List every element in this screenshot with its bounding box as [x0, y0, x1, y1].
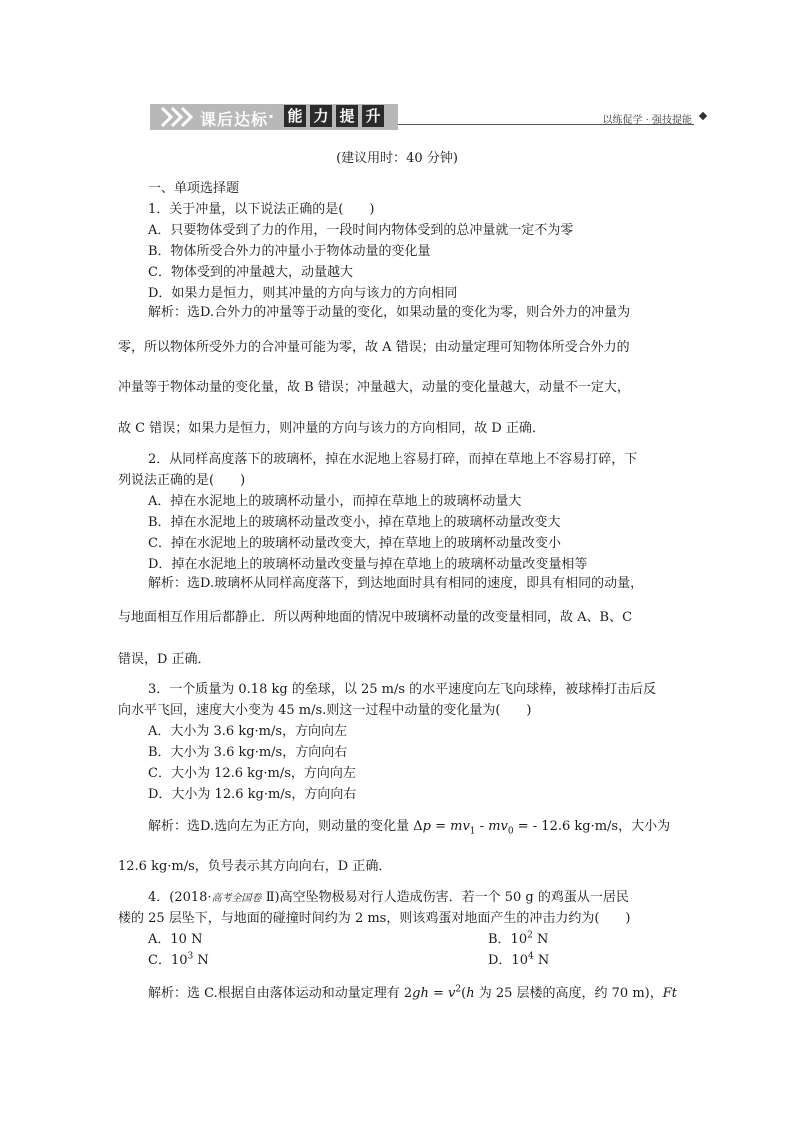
q3-sub-0: 0: [507, 826, 514, 837]
section-header: [150, 104, 710, 130]
header-right-text: 以练促学 · 强技提能: [602, 115, 692, 126]
q4-var-gh: gh: [412, 986, 429, 1001]
q4-option-c-exp: 3: [187, 951, 194, 962]
q3-var-mv1: mv: [450, 819, 470, 834]
q4-stem-text-a: 4．(2018·: [148, 890, 212, 905]
q2-analysis-line-3: 错误，D 正确．: [118, 652, 211, 667]
q1-analysis-line-3: 冲量等于物体动量的变化量，故 B 错误；冲量越大，动量的变化量越大，动量不一定大，: [118, 380, 630, 395]
q3-option-b: B．大小为 3.6 kg·m/s，方向向右: [148, 745, 348, 760]
q3-analysis-text-a: 解析：选D.选向左为正方向，则动量的变化量 Δ: [148, 819, 423, 834]
q3-var-mv0: mv: [488, 819, 508, 834]
q4-paren: (: [461, 986, 467, 1001]
header-title: 课后达标: [200, 110, 269, 129]
q4-stem-text-b: Ⅱ)高空坠物极易对行人造成伤害．若一个 50 g 的鸡蛋从一居民: [261, 890, 629, 905]
q2-analysis-line-1: 解析：选D.玻璃杯从同样高度落下，到达地面时具有相同的速度，即具有相同的动量，: [148, 576, 644, 591]
q4-v-exp: 2: [455, 984, 462, 995]
header-box-1: 能: [284, 105, 306, 127]
q1-analysis-line-2: 零，所以物体所受外力的合冲量可能为零，故 A 错误；由动量定理可知物体所受合外力的: [118, 340, 630, 355]
header-box-4: 升: [362, 105, 384, 127]
q2-analysis-line-2: 与地面相互作用后都静止．所以两种地面的情况中玻璃杯动量的改变量相同，故 A、B、C: [118, 610, 633, 625]
suggested-time: (建议用时：40 分钟): [336, 151, 458, 166]
diamond-icon: [699, 112, 707, 120]
q4-option-d-exp: 4: [527, 951, 534, 962]
q4-option-b: [488, 931, 548, 949]
q3-analysis-line-1: [148, 818, 670, 836]
q2-option-b: B．掉在水泥地上的玻璃杯动量改变小，掉在草地上的玻璃杯动量改变大: [148, 515, 561, 530]
q4-var-v: v: [448, 986, 456, 1001]
q2-stem-line-1: 2．从同样高度落下的玻璃杯，掉在水泥地上容易打碎，而掉在草地上不容易打碎，下: [148, 452, 638, 467]
q4-option-b-base: B．10: [488, 932, 528, 947]
q4-option-c-unit: N: [193, 953, 209, 968]
q4-stem-line-2: 楼的 25 层坠下，与地面的碰撞时间约为 2 ms，则该鸡蛋对地面产生的冲击力约为( ): [118, 911, 631, 926]
q4-option-d-unit: N: [533, 953, 550, 968]
q2-option-a: A．掉在水泥地上的玻璃杯动量小，而掉在草地上的玻璃杯动量大: [148, 494, 522, 509]
q4-option-b-exp: 2: [527, 930, 533, 941]
q1-option-c: C．物体受到的冲量越大，动量越大: [148, 265, 353, 280]
q3-analysis-line-2: 12.6 kg·m/s，负号表示其方向向右，D 正确．: [118, 859, 392, 874]
q1-option-a: A．只要物体受到了力的作用，一段时间内物体受到的总冲量就一定不为零: [148, 223, 574, 238]
q4-eq-sign: =: [428, 986, 449, 1001]
q3-option-a: A．大小为 3.6 kg·m/s，方向向左: [148, 724, 348, 739]
q3-eq-sign: =: [430, 819, 451, 834]
q1-option-d: D．如果力是恒力，则其冲量的方向与该力的方向相同: [148, 286, 458, 301]
q1-option-b: B．物体所受合外力的冲量小于物体动量的变化量: [148, 244, 431, 259]
header-box-3: 提: [336, 105, 358, 127]
q4-analysis-text-c: 为 25 层楼的高度，约 70 m)，: [474, 986, 663, 1001]
q4-var-h: h: [466, 986, 475, 1001]
section-title: 一、单项选择题: [148, 181, 240, 196]
q4-source: 高考全国卷: [211, 893, 262, 904]
q3-option-d: D．大小为 12.6 kg·m/s，方向向右: [148, 787, 357, 802]
q3-stem-line-2: 向水平飞回，速度大小变为 45 m/s.则这一过程中动量的变化量为( ): [118, 703, 532, 718]
q1-analysis-line-1: 解析：选D.合外力的冲量等于动量的变化，如果动量的变化为零，则合外力的冲量为: [148, 305, 631, 320]
q2-option-c: C．掉在水泥地上的玻璃杯动量改变大，掉在草地上的玻璃杯动量改变小: [148, 536, 561, 551]
q3-stem-line-1: 3．一个质量为 0.18 kg 的垒球，以 25 m/s 的水平速度向左飞向球棒，被球棒打击后反: [148, 682, 657, 697]
q4-option-c: [148, 952, 209, 970]
q4-option-c-base: C．10: [148, 953, 188, 968]
q4-analysis-line-1: [148, 985, 677, 1003]
q4-var-ft: Ft: [662, 986, 677, 1001]
header-box-2: 力: [310, 105, 332, 127]
q4-option-d-base: D．10: [488, 953, 528, 968]
q2-option-d: D．掉在水泥地上的玻璃杯动量改变量与掉在草地上的玻璃杯动量改变量相等: [148, 557, 588, 572]
q3-option-c: C．大小为 12.6 kg·m/s，方向向左: [148, 766, 356, 781]
q4-stem-line-1: [148, 889, 629, 908]
q4-option-b-unit: N: [532, 932, 549, 947]
q1-analysis-line-4: 故 C 错误；如果力是恒力，则冲量的方向与该力的方向相同，故 D 正确．: [118, 421, 545, 436]
q4-analysis-text-a: 解析：选 C.根据自由落体运动和动量定理有 2: [148, 986, 413, 1001]
q3-minus-sign: -: [475, 819, 489, 834]
q4-option-a: A．10 N: [148, 932, 203, 947]
chevron-right-icon: [158, 106, 198, 128]
q1-stem: 1．关于冲量，以下说法正确的是( ): [148, 202, 375, 217]
header-dot: ·: [268, 107, 276, 126]
q3-analysis-text-b: = - 12.6 kg·m/s，大小为: [513, 819, 671, 834]
q2-stem-line-2: 列说法正确的是( ): [118, 473, 246, 488]
q3-var-p: p: [422, 819, 431, 834]
q3-sub-1: 1: [469, 826, 476, 837]
q4-option-d: [488, 952, 549, 970]
